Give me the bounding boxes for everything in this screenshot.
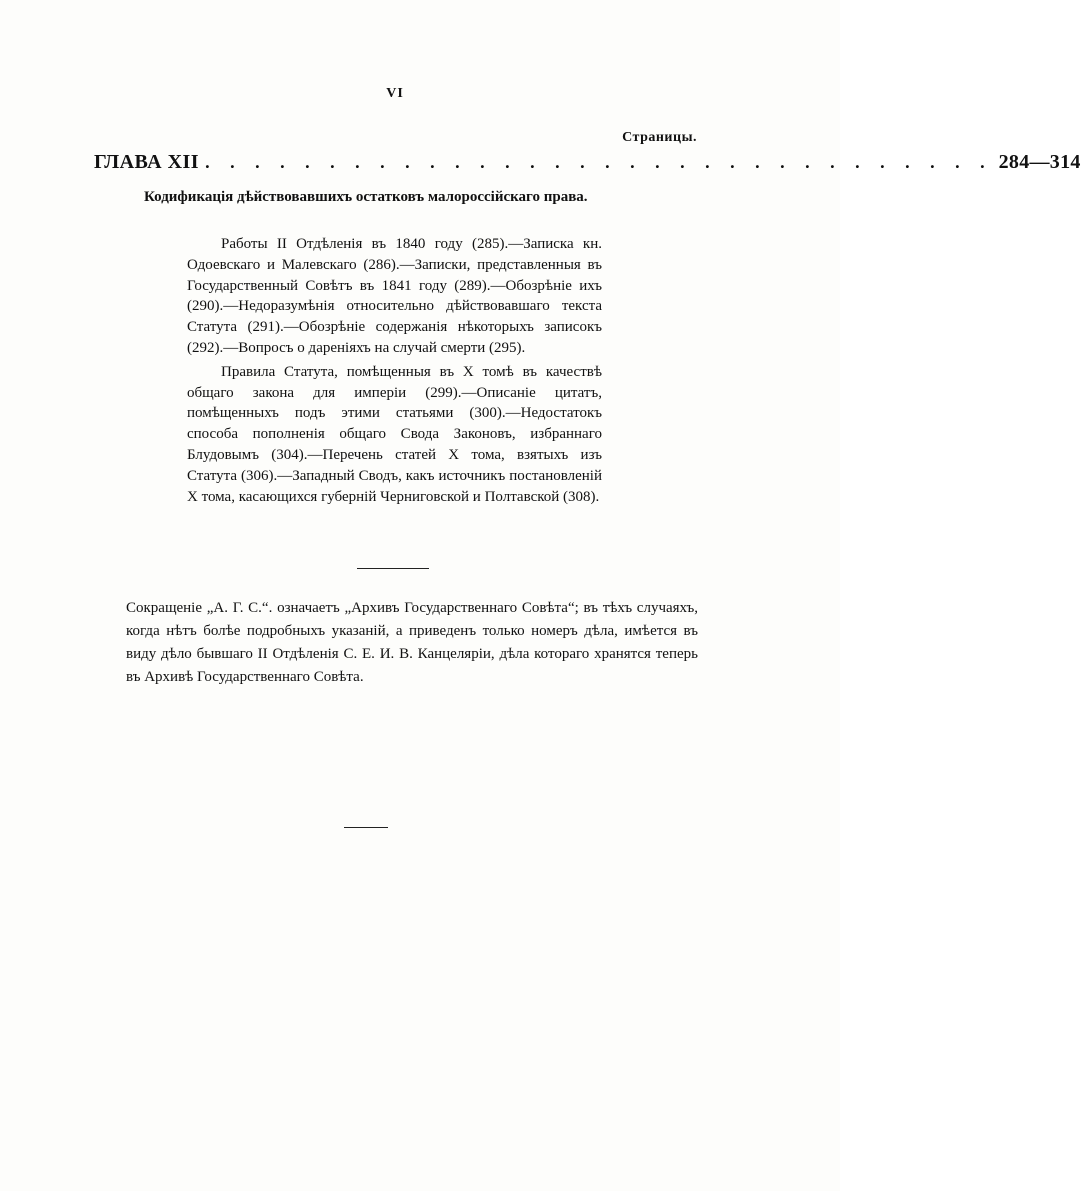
leader-dots: . . . . . . . . . . . . . . . . . . . . . . . . . . . . . . . .	[205, 152, 993, 172]
chapter-subtitle: Кодификація дѣйствовавшихъ остатковъ малороссійскаго права.	[144, 189, 588, 205]
abbreviation-note: Сокращеніе „А. Г. С.“. означаетъ „Архивъ Государственнаго Совѣта“; въ тѣхъ случаяхъ, когда нѣтъ болѣе подробныхъ указаній, а приведенъ только номеръ дѣла, имѣется въ виду дѣло бывшаго II Отдѣленія С. Е. И. В. Канцеляріи, дѣла котораго хранятся теперь въ Архивѣ Государственнаго Совѣта.	[126, 600, 698, 685]
pages-column-label: Страницы.	[622, 130, 697, 145]
chapter-entry	[94, 151, 1081, 177]
contents-paragraph: Правила Статута, помѣщенныя въ X томѣ въ качествѣ общаго закона для имперіи (299).—Описаніе цитатъ, помѣщенныхъ подъ этими статьями (300).—Недостатокъ способа пополненія общаго Свода Законовъ, избраннаго Блудовымъ (304).—Перечень статей X тома, взятыхъ изъ Статута (306).—Западный Сводъ, какъ источникъ постановленій X тома, касающихся губерній Черниговской и Полтавской (308).	[187, 363, 602, 505]
end-divider	[344, 827, 388, 828]
page-number: VI	[386, 86, 404, 101]
chapter-contents	[187, 234, 602, 507]
contents-paragraph: Работы II Отдѣленія въ 1840 году (285).—Записка кн. Одоевскаго и Малевскаго (286).—Записки, представленныя въ Государственный Совѣтъ въ 1841 году (289).—Обозрѣніе ихъ (290).—Недоразумѣнія относительно дѣйствовавшаго текста Статута (291).—Обозрѣніе содержанія нѣкоторыхъ записокъ (292).—Вопросъ о дареніяхъ на случай смерти (295).	[187, 236, 602, 356]
chapter-title: ГЛАВА XII	[94, 151, 200, 173]
chapter-page-range: 284—314	[998, 151, 1081, 173]
section-divider	[357, 568, 429, 569]
